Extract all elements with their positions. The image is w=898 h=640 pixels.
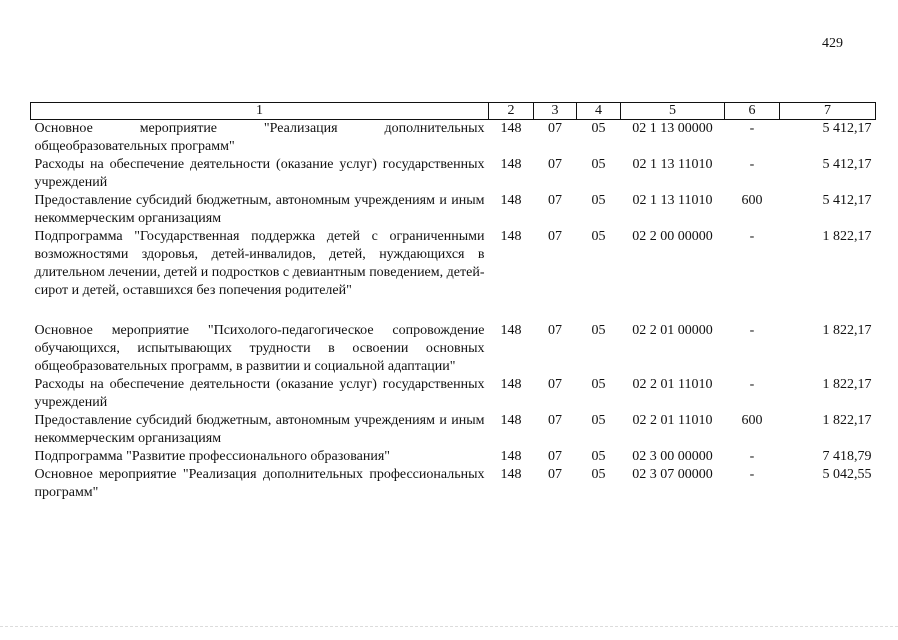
row-amount: 5 042,55	[822, 467, 872, 482]
row-target-code: 02 3 00 00000	[632, 449, 713, 464]
row-amount: 5 412,17	[822, 193, 872, 208]
row-subsection-code: 05	[591, 121, 606, 136]
row-expense-type: -	[749, 467, 755, 482]
row-subsection-code: 05	[591, 377, 606, 392]
row-name: Основное мероприятие "Психолого-педагогическое сопровождение обучающихся, испытывающих трудности в освоении основных общеобразовательных программ, в развитии и социальной адаптации"	[34, 323, 485, 374]
table-row	[31, 466, 876, 502]
row-subsection-code: 05	[591, 323, 606, 338]
row-target-code: 02 1 13 11010	[632, 157, 713, 172]
table-row	[31, 192, 876, 228]
header-col-5: 5	[621, 103, 725, 120]
row-target-code: 02 2 01 11010	[632, 413, 713, 428]
row-name: Подпрограмма "Развитие профессионального образования"	[34, 449, 390, 464]
header-col-6: 6	[725, 103, 780, 120]
row-target-code: 02 2 00 00000	[632, 229, 713, 244]
row-ministry-code: 148	[500, 157, 522, 172]
row-ministry-code: 148	[500, 323, 522, 338]
row-subsection-code: 05	[591, 413, 606, 428]
row-amount: 1 822,17	[822, 377, 872, 392]
row-ministry-code: 148	[500, 377, 522, 392]
row-ministry-code: 148	[500, 229, 522, 244]
row-ministry-code: 148	[500, 121, 522, 136]
row-expense-type: -	[749, 377, 755, 392]
spacer-cell	[31, 300, 876, 322]
row-section-code: 07	[548, 229, 562, 244]
row-ministry-code: 148	[500, 413, 522, 428]
row-target-code: 02 2 01 11010	[632, 377, 713, 392]
row-name: Расходы на обеспечение деятельности (оказание услуг) государственных учреждений	[34, 157, 485, 190]
scan-edge-line	[0, 626, 898, 627]
header-col-7: 7	[780, 103, 876, 120]
table-header-row	[31, 103, 876, 120]
row-section-code: 07	[548, 377, 562, 392]
header-col-1: 1	[31, 103, 489, 120]
row-section-code: 07	[548, 323, 562, 338]
row-section-code: 07	[548, 157, 562, 172]
row-ministry-code: 148	[500, 467, 522, 482]
row-target-code: 02 1 13 11010	[632, 193, 713, 208]
row-name: Подпрограмма "Государственная поддержка детей с ограниченными возможностями здоровья, детей-инвалидов, детей, нуждающихся в длительном лечении, детей и подростков с девиантным поведением, детей-сирот и детей, оставшихся без попечения родителей"	[34, 229, 485, 298]
row-expense-type: 600	[741, 193, 763, 208]
row-target-code: 02 3 07 00000	[632, 467, 713, 482]
table-row	[31, 228, 876, 300]
row-name: Основное мероприятие "Реализация дополнительных профессиональных программ"	[34, 467, 485, 500]
row-amount: 1 822,17	[822, 413, 872, 428]
row-name: Основное мероприятие "Реализация дополнительных общеобразовательных программ"	[34, 121, 485, 154]
row-section-code: 07	[548, 121, 562, 136]
row-name: Расходы на обеспечение деятельности (оказание услуг) государственных учреждений	[34, 377, 485, 410]
row-amount: 5 412,17	[822, 121, 872, 136]
header-col-4: 4	[577, 103, 621, 120]
page-number: 429	[822, 36, 843, 51]
table-row	[31, 120, 876, 157]
row-amount: 5 412,17	[822, 157, 872, 172]
row-expense-type: 600	[741, 413, 763, 428]
row-ministry-code: 148	[500, 193, 522, 208]
table-row	[31, 376, 876, 412]
row-expense-type: -	[749, 323, 755, 338]
row-subsection-code: 05	[591, 157, 606, 172]
budget-table	[30, 102, 876, 502]
header-col-3: 3	[534, 103, 577, 120]
table-row	[31, 322, 876, 376]
table-row	[31, 412, 876, 448]
row-section-code: 07	[548, 449, 562, 464]
row-section-code: 07	[548, 413, 562, 428]
row-expense-type: -	[749, 157, 755, 172]
row-ministry-code: 148	[500, 449, 522, 464]
row-subsection-code: 05	[591, 229, 606, 244]
row-amount: 1 822,17	[822, 229, 872, 244]
row-name: Предоставление субсидий бюджетным, автономным учреждениям и иным некоммерческим организациям	[34, 193, 485, 226]
row-name: Предоставление субсидий бюджетным, автономным учреждениям и иным некоммерческим организациям	[34, 413, 485, 446]
row-section-code: 07	[548, 193, 562, 208]
row-expense-type: -	[749, 229, 755, 244]
row-amount: 7 418,79	[822, 449, 872, 464]
row-expense-type: -	[749, 449, 755, 464]
table-row	[31, 156, 876, 192]
row-subsection-code: 05	[591, 193, 606, 208]
row-subsection-code: 05	[591, 467, 606, 482]
row-amount: 1 822,17	[822, 323, 872, 338]
table-row	[31, 448, 876, 466]
row-section-code: 07	[548, 467, 562, 482]
row-subsection-code: 05	[591, 449, 606, 464]
header-col-2: 2	[489, 103, 534, 120]
row-target-code: 02 2 01 00000	[632, 323, 713, 338]
row-target-code: 02 1 13 00000	[632, 121, 713, 136]
table-spacer-row	[31, 300, 876, 322]
row-expense-type: -	[749, 121, 755, 136]
